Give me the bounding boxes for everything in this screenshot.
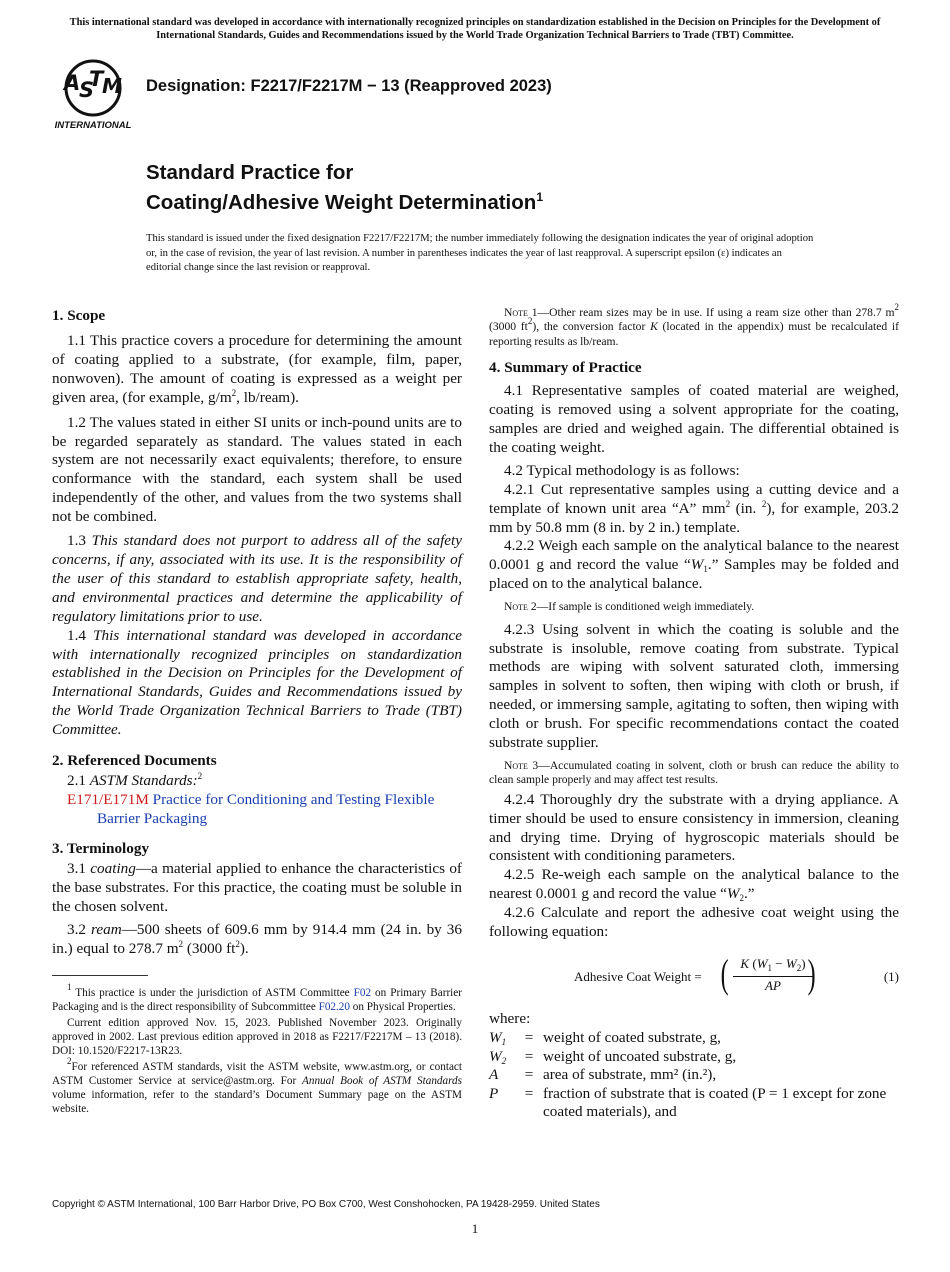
para-4-2-2: 4.2.2 Weigh each sample on the analytical balance to the nearest 0.0001 g and record the value “$W_1$.” Samples may be folded and placed on to the analytical balance. — [489, 537, 899, 593]
equation-1 — [489, 952, 899, 1002]
equation-number: (1) — [883, 969, 899, 984]
svg-text:M: M — [102, 74, 122, 98]
equation-fraction — [733, 955, 813, 996]
para-1-3: 1.3 This standard does not purport to address all of the safety concerns, if any, associated with its use. It is the responsibility of the user of this standard to establish appropriate safety, health, and environmental practices and determine the applicability of regulatory limitations prior to use. — [52, 532, 463, 625]
left-column — [52, 306, 462, 1116]
issuance-statement: This standard is issued under the fixed designation F2217/F2217M; the number immediately following the designation indicates the year of original adoption or, in the case of revision, the year of last revision. A number in parentheses indicates the year of last reapproval. A superscript epsilon (ε) indicates an editorial change since the last revision or reapproval. — [146, 233, 814, 274]
def-row: A = area of substrate, mm² (in.²), — [489, 1066, 717, 1084]
equation-numerator: K $(W_1 - W_2)$ — [733, 955, 813, 977]
para-1-4: 1.4 This international standard was developed in accordance with internationally recognized principles on standardization established in the Decision on Principles for the Development of International Standards, Guides and Recommendations issued by the World Trade Organization Technical Barriers to Trade (TBT) Committee. — [52, 626, 463, 739]
page-title — [146, 160, 543, 215]
header-note: This international standard was developed in accordance with internationally recognized principles on standardization established in the Decision on Principles for the Development of International Standards, Guides and Recommendations issued by the World Trade Organization Technical Barriers to Trade (TBT) Committee. — [69, 17, 881, 41]
footnote-1: $^1$ This practice is under the jurisdiction of ASTM Committee F02 on Primary Barrier Packaging and is the direct responsibility of Subcommittee F02.20 on Physical Properties. — [52, 982, 462, 1014]
equation-lhs: Adhesive Coat Weight = — [574, 969, 702, 984]
title-line-1: Standard Practice for — [146, 161, 354, 184]
title-footnote-ref: 1 — [536, 190, 543, 204]
designation: Designation: F2217/F2217M − 13 (Reapproved 2023) — [146, 77, 552, 95]
para-2-1: 2.1 ASTM Standards:$^2$ — [67, 771, 203, 790]
para-4-2-4: 4.2.4 Thoroughly dry the substrate with a drying appliance. A timer should be used to ensure consistency in immersion, cleaning and drying time. Drying of hygroscopic materials should be consistent with conditioning parameters. — [489, 790, 899, 865]
ref-e171 — [67, 791, 462, 829]
para-4-2-5: 4.2.5 Re-weigh each sample on the analytical balance to the nearest 0.0001 g and record the value “$W_2$.” — [489, 866, 899, 904]
def-row: P = fraction of substrate that is coated (P = 1 except for zone coated materials), and — [489, 1084, 887, 1121]
def-row: $W_2$ = weight of uncoated substrate, g, — [489, 1047, 737, 1066]
para-3-2: 3.2 ream—500 sheets of 609.6 mm by 914.4 mm (24 in. by 36 in.) equal to 278.7 $m^2$ (3000 $ft^2$). — [52, 921, 462, 958]
footnote-rule — [52, 975, 148, 976]
def-row: $W_1$ = weight of coated substrate, g, — [489, 1028, 721, 1047]
footnote-2: $^2$For referenced ASTM standards, visit the ASTM website, www.astm.org, or contact ASTM Customer Service at service@astm.org. For Annual Book of ASTM Standards volume information, refer to the standard’s Document Summary page on the ASTM website. — [52, 1056, 462, 1116]
ref-title-link[interactable]: Practice for Conditioning and Testing Flexible Barrier Packaging — [97, 790, 435, 827]
left-paren: ( — [720, 951, 729, 996]
committee-link[interactable]: F02 — [353, 987, 372, 1000]
page-number: 1 — [471, 1221, 479, 1236]
note-3: Note 3—Accumulated coating in solvent, cloth or brush can reduce the ability to clean sample properly and may affect test results. — [489, 758, 899, 787]
para-1-2: 1.2 The values stated in either SI units or inch-pound units are to be regarded separately as standard. The values stated in each system are not necessarily exact equivalents; therefore, to ensure conformance with the standard, each system shall be used independently of the other, and values from the two systems shall not be combined. — [52, 413, 462, 526]
svg-text:T: T — [89, 67, 104, 91]
svg-text:INTERNATIONAL: INTERNATIONAL — [54, 120, 132, 131]
para-4-2: 4.2 Typical methodology is as follows: — [504, 461, 740, 479]
para-3-1: 3.1 coating—a material applied to enhance the characteristics of the base substrates. For this practice, the coating must be soluble in the chosen solvent. — [52, 859, 462, 915]
svg-text:A: A — [64, 71, 81, 95]
symbol-definitions — [489, 1029, 899, 1122]
para-4-2-1: 4.2.1 Cut representative samples using a cutting device and a template of known unit area “A” $mm^2$ (in. $^2$), for example, 203.2 mm by 50.8 mm (8 in. by 2 in.) template. — [489, 480, 899, 536]
right-column — [489, 302, 899, 1122]
para-4-1: 4.1 Representative samples of coated material are weighed, coating is removed using a solvent appropriate for the coating, samples are dried and weighed again. The differential obtained is the coating weight. — [489, 382, 899, 456]
right-paren: ) — [807, 951, 816, 996]
section-2-heading: 2. Referenced Documents — [52, 752, 217, 770]
para-4-2-3: 4.2.3 Using solvent in which the coating is soluble and the substrate is insoluble, remove coating from substrate. Typical methods are wiping with solvent saturated cloth, immersing samples in solvent to soften, then wiping with cloth or brush, if needed, or immersing sample, agitating to soften, then wiping with cloth or brush. For specific recommendations contact the coated substrate supplier. — [489, 620, 899, 752]
where-label: where: — [489, 1010, 531, 1027]
para-4-2-6: 4.2.6 Calculate and report the adhesive coat weight using the following equation: — [489, 904, 899, 941]
equation-denominator: AP — [765, 977, 781, 993]
note-1: Note 1—Other ream sizes may be in use. If using a ream size other than 278.7 $m^2$ (3000 $ft^2$), the conversion factor K (located in the appendix) must be recalculated if reporting results as lb/ream. — [489, 302, 899, 348]
title-line-2: Coating/Adhesive Weight Determination$^1$ — [146, 190, 543, 214]
svg-text:S: S — [79, 78, 95, 102]
copyright-footer: Copyright © ASTM International, 100 Barr Harbor Drive, PO Box C700, West Conshohocken, PA 19428-2959. United States — [52, 1199, 600, 1210]
ref-code-link[interactable]: E171/E171M — [67, 790, 149, 808]
section-4-heading: 4. Summary of Practice — [489, 359, 642, 377]
section-3-heading: 3. Terminology — [52, 839, 150, 857]
para-1-1: 1.1 This practice covers a procedure for determining the amount of coating applied to a substrate, (for example, film, paper, nonwoven). The amount of coating is expressed as a weight per given area, (for example, $g/m^2$, lb/ream). — [52, 332, 462, 406]
note-2: Note 2—If sample is conditioned weigh immediately. — [504, 600, 755, 614]
subcommittee-link[interactable]: F02.20 — [318, 1001, 350, 1014]
footnote-edition: Current edition approved Nov. 15, 2023. Published November 2023. Originally approved in 2002. Last previous edition approved in 2018 as F2217/F2217M – 13 (2018). DOI: 10.1520/F2217-13R23. — [52, 1017, 462, 1058]
astm-logo — [52, 56, 134, 132]
section-1-heading: 1. Scope — [52, 307, 106, 324]
